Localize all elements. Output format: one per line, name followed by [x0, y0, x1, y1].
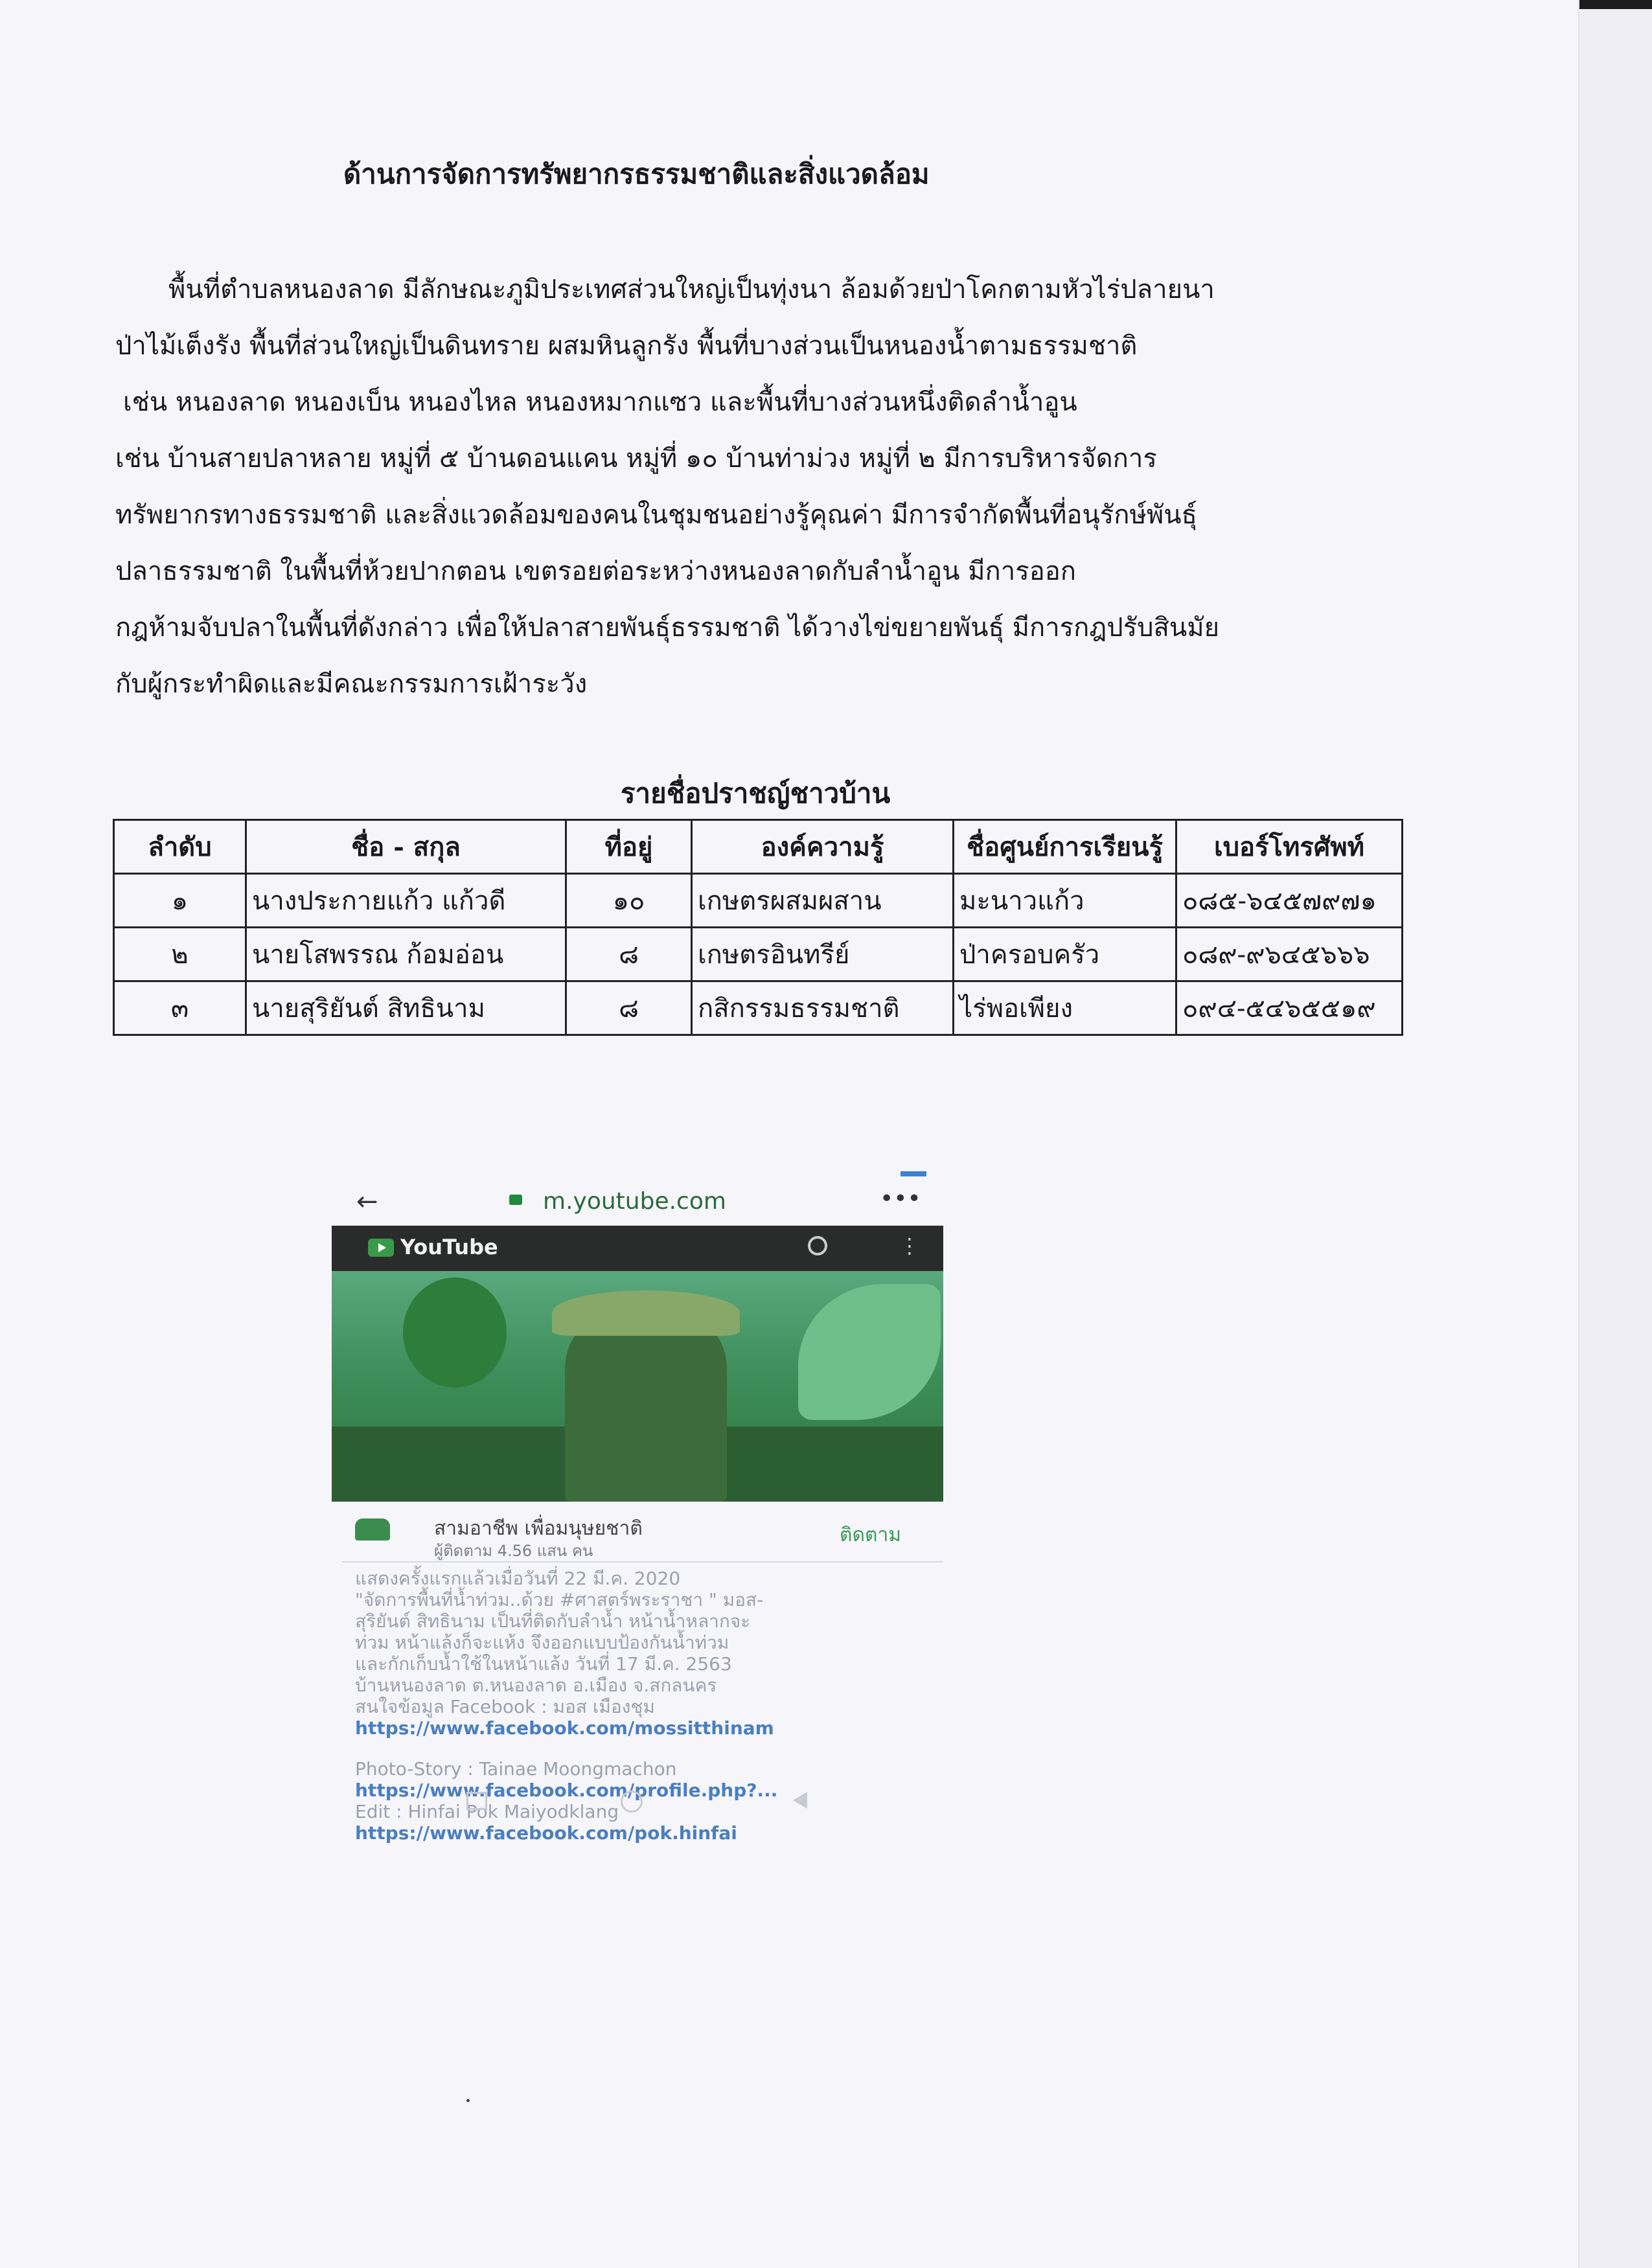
- cell-order: ๓: [114, 981, 246, 1035]
- corner-mark: [1579, 0, 1652, 9]
- credit-line: Edit : Hinfai Pok Maiyodklang: [355, 1801, 619, 1822]
- back-icon: [793, 1792, 807, 1809]
- description-line: สุริยันต์ สิทธินาม เป็นที่ติดกับลำน้ำ หน้าน้ำหลากจะ: [355, 1610, 751, 1632]
- cell-knowledge: กสิกรรมธรรมชาติ: [692, 981, 954, 1035]
- farmer-figure: [565, 1310, 727, 1502]
- paragraph-line: ทรัพยากรทางธรรมชาติ และสิ่งแวดล้อมของคนในชุมชนอย่างรู้คุณค่า มีการจำกัดพื้นที่อนุรักษ์พันธุ์: [115, 500, 1197, 530]
- cell-phone: ๐๙๔-๕๔๖๕๕๑๙: [1176, 981, 1403, 1035]
- cell-phone: ๐๘๙-๙๖๔๕๖๖๖: [1176, 928, 1403, 981]
- facebook-link: https://www.facebook.com/mossitthinam: [355, 1717, 774, 1739]
- description-line: แสดงครั้งแรกแล้วเมื่อวันที่ 22 มี.ค. 2020: [355, 1568, 681, 1589]
- play-icon: [378, 1243, 386, 1252]
- header-order: ลำดับ: [114, 820, 246, 874]
- paragraph-line: เช่น หนองลาด หนองเบ็น หนองไหล หนองหมากแซว และพื้นที่บางส่วนหนึ่งติดลำน้ำอูน: [123, 387, 1077, 417]
- tree-shape: [403, 1277, 507, 1388]
- description-line: ท่วม หน้าแล้งก็จะแห้ง จึงออกแบบป้องกันน้ำท่วม: [355, 1632, 729, 1653]
- cell-phone: ๐๘๕-๖๔๕๗๙๗๑: [1176, 874, 1403, 928]
- lock-icon: [509, 1195, 522, 1205]
- description-line: สนใจข้อมูล Facebook : มอส เมืองชุม: [355, 1696, 655, 1717]
- cell-center: มะนาวแก้ว: [954, 874, 1176, 928]
- video-thumbnail: [332, 1271, 943, 1502]
- description-line: และกักเก็บน้ำใช้ในหน้าแล้ง วันที่ 17 มี.ค. 2563: [355, 1653, 732, 1675]
- cell-knowledge: เกษตรผสมผสาน: [692, 874, 954, 928]
- url-text: m.youtube.com: [543, 1188, 726, 1215]
- paragraph-line: กฎห้ามจับปลาในพื้นที่ดังกล่าว เพื่อให้ปลาสายพันธุ์ธรรมชาติ ได้วางไข่ขยายพันธุ์ มีการกฎปรับสินมัย: [115, 613, 1220, 643]
- spacer: [355, 1739, 938, 1758]
- channel-avatar: [355, 1518, 390, 1541]
- table-header-row: [114, 820, 1403, 874]
- follow-button: ติดตาม: [840, 1524, 902, 1546]
- channel-name: สามอาชีพ เพื่อมนุษยชาติ: [434, 1517, 643, 1540]
- sages-table: [113, 819, 1403, 1036]
- subscriber-count: ผู้ติดตาม 4.56 แสน คน: [434, 1542, 593, 1560]
- header-center: ชื่อศูนย์การเรียนรู้: [954, 820, 1176, 874]
- table-row: [114, 874, 1403, 928]
- cell-center: ไร่พอเพียง: [954, 981, 1176, 1035]
- banana-leaf-shape: [798, 1284, 941, 1420]
- cell-name: นายสุริยันต์ สิทธินาม: [246, 981, 566, 1035]
- paragraph-line: ปลาธรรมชาติ ในพื้นที่ห้วยปากตอน เขตรอยต่อระหว่างหนองลาดกับลำน้ำอูน มีการออก: [115, 556, 1076, 586]
- cell-address: ๘: [566, 981, 692, 1035]
- back-arrow-icon: ←: [356, 1187, 378, 1217]
- pith-hat-shape: [552, 1290, 740, 1336]
- table-row: [114, 981, 1403, 1035]
- header-knowledge: องค์ความรู้: [692, 820, 954, 874]
- kebab-menu-icon: ⋮: [899, 1233, 920, 1258]
- paragraph-line: พื้นที่ตำบลหนองลาด มีลักษณะภูมิประเทศส่วนใหญ่เป็นทุ่งนา ล้อมด้วยป่าโคกตามหัวไร่ปลายนา: [168, 275, 1215, 304]
- android-nav-bar: [329, 1787, 945, 1813]
- header-address: ที่อยู่: [566, 820, 692, 874]
- body-paragraph: [115, 262, 1294, 713]
- paragraph-line: ป่าไม้เต็งรัง พื้นที่ส่วนใหญ่เป็นดินทราย ผสมหินลูกรัง พื้นที่บางส่วนเป็นหนองน้ำตามธรรมชาติ: [115, 331, 1138, 361]
- cell-name: นายโสพรรณ ก้อมอ่อน: [246, 928, 566, 981]
- section-heading: ด้านการจัดการทรัพยากรธรรมชาติและสิ่งแวดล้อม: [343, 158, 930, 190]
- cell-order: ๒: [114, 928, 246, 981]
- browser-url-bar: [329, 1183, 945, 1222]
- credit-line: Photo-Story : Tainae Moongmachon: [355, 1758, 677, 1780]
- cell-knowledge: เกษตรอินทรีย์: [692, 928, 954, 981]
- more-dots-icon: •••: [880, 1186, 921, 1212]
- description-line: "จัดการพื้นที่น้ำท่วม..ด้วย #ศาสตร์พระราชา " มอส-: [355, 1589, 764, 1610]
- search-icon: [808, 1236, 827, 1255]
- youtube-header: [332, 1226, 943, 1271]
- status-indicator: [901, 1171, 926, 1176]
- cell-name: นางประกายแก้ว แก้วดี: [246, 874, 566, 928]
- recents-icon: [466, 1792, 487, 1810]
- page-edge: [1578, 0, 1652, 2268]
- cell-address: ๑๐: [566, 874, 692, 928]
- header-phone: เบอร์โทรศัพท์: [1176, 820, 1403, 874]
- youtube-brand: YouTube: [400, 1235, 498, 1259]
- home-icon: [621, 1791, 643, 1813]
- table-title: รายชื่อปราชญ์ชาวบ้าน: [621, 777, 891, 809]
- table-row: [114, 928, 1403, 981]
- cell-order: ๑: [114, 874, 246, 928]
- channel-row: [342, 1509, 943, 1563]
- header-name: ชื่อ - สกุล: [246, 820, 566, 874]
- youtube-screenshot: [329, 1160, 945, 1844]
- cell-center: ป่าครอบครัว: [954, 928, 1176, 981]
- scan-speck: [466, 2099, 470, 2102]
- editor-link: https://www.facebook.com/pok.hinfai: [355, 1822, 737, 1844]
- profile-link: https://www.facebook.com/profile.php?...: [355, 1780, 778, 1801]
- description-line: บ้านหนองลาด ต.หนองลาด อ.เมือง จ.สกลนคร: [355, 1675, 717, 1696]
- paragraph-line: เช่น บ้านสายปลาหลาย หมู่ที่ ๕ บ้านดอนแคน หมู่ที่ ๑๐ บ้านท่าม่วง หมู่ที่ ๒ มีการบริหารจัดการ: [115, 444, 1157, 474]
- paragraph-line: กับผู้กระทำผิดและมีคณะกรรมการเฝ้าระวัง: [115, 669, 588, 699]
- cell-address: ๘: [566, 928, 692, 981]
